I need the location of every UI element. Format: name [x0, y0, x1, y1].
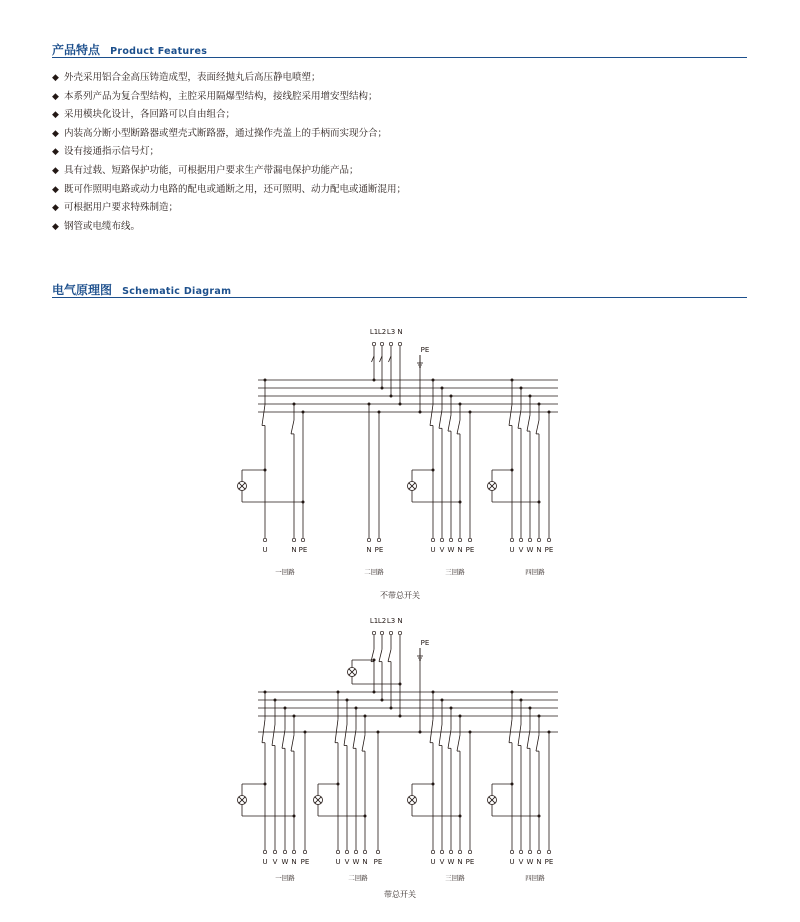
diamond-bullet-icon: ◆	[52, 73, 59, 83]
terminal-circle	[537, 538, 540, 541]
terminal-circle	[292, 538, 295, 541]
terminal-label: U	[262, 546, 268, 554]
terminal-label: N	[291, 546, 297, 554]
terminal-circle	[519, 850, 522, 853]
supply-label: L3	[386, 617, 396, 625]
feature-text: 本系列产品为复合型结构，主腔采用隔爆型结构，接线腔采用增安型结构；	[64, 90, 378, 102]
terminal-label: PE	[544, 546, 554, 554]
junction-dot	[399, 683, 402, 686]
supply-label: N	[397, 328, 403, 336]
feature-text: 设有接通指示信号灯；	[64, 146, 160, 158]
circuit-label: 四回路	[525, 874, 545, 882]
terminal-circle	[283, 850, 286, 853]
supply-label: L2	[377, 617, 387, 625]
terminal-label: PE	[373, 858, 383, 866]
terminal-circle	[380, 342, 383, 345]
terminal-circle	[431, 850, 434, 853]
terminal-circle	[528, 538, 531, 541]
terminal-circle	[431, 538, 434, 541]
diamond-bullet-icon: ◆	[52, 128, 59, 139]
switch-blade	[509, 405, 512, 426]
supply-label: L1	[369, 328, 379, 336]
diamond-bullet-icon: ◆	[52, 110, 59, 121]
terminal-circle	[547, 538, 550, 541]
switch-blade	[439, 410, 442, 429]
diagram-caption: 带总开关	[384, 890, 416, 899]
feature-text: 采用模块化设计，各回路可以自由组合；	[64, 109, 236, 121]
terminal-circle	[468, 538, 471, 541]
switch-blade	[388, 649, 391, 661]
terminal-label: U	[335, 858, 341, 866]
circuit-label: 三回路	[445, 874, 465, 882]
terminal-label: N	[291, 858, 297, 866]
feature-text: 可根据用户要求特殊制造；	[64, 202, 179, 214]
feature-text: 具有过载、短路保护功能，可根据用户要求生产带漏电保护功能产品；	[64, 164, 359, 176]
junction-dot	[419, 731, 422, 734]
terminal-circle	[458, 538, 461, 541]
junction-dot	[364, 815, 367, 818]
terminal-circle	[449, 850, 452, 853]
switch-blade	[527, 730, 530, 749]
terminal-label: W	[352, 858, 360, 866]
circuit-label: 四回路	[525, 568, 545, 576]
switch-blade	[335, 719, 338, 742]
terminal-label: V	[439, 858, 445, 866]
junction-dot	[373, 659, 376, 662]
switch-blade	[509, 719, 512, 742]
feature-text: 外壳采用铝合金高压铸造成型，表面经抛丸后高压静电喷塑；	[64, 72, 321, 83]
terminal-label: U	[509, 546, 515, 554]
pe-label: PE	[420, 639, 430, 647]
terminal-circle	[263, 538, 266, 541]
terminal-label: W	[281, 858, 289, 866]
terminal-label: V	[439, 546, 445, 554]
terminal-label: W	[526, 546, 534, 554]
switch-blade	[262, 719, 265, 742]
terminal-circle	[380, 631, 383, 634]
terminal-circle	[440, 538, 443, 541]
junction-dot	[432, 783, 435, 786]
switch-blade	[282, 730, 285, 749]
terminal-circle	[263, 850, 266, 853]
switch-blade	[527, 415, 530, 431]
switch-blade	[362, 735, 365, 751]
terminal-label: PE	[544, 858, 554, 866]
terminal-label: N	[362, 858, 368, 866]
terminal-label: U	[430, 858, 436, 866]
diamond-bullet-icon: ◆	[52, 221, 59, 232]
circuit-label: 一回路	[275, 568, 295, 576]
switch-blade	[518, 725, 521, 746]
terminal-circle	[510, 850, 513, 853]
terminal-label: V	[272, 858, 278, 866]
terminal-circle	[336, 850, 339, 853]
terminal-label: PE	[465, 546, 475, 554]
terminal-label: N	[536, 858, 542, 866]
circuit-label: 二回路	[348, 874, 368, 882]
terminal-circle	[440, 850, 443, 853]
diamond-bullet-icon: ◆	[52, 91, 59, 102]
feature-text: 钢管或电缆布线。	[64, 220, 141, 232]
switch-blade	[457, 420, 460, 434]
switch-blade	[536, 420, 539, 434]
terminal-circle	[303, 850, 306, 853]
terminal-label: PE	[465, 858, 475, 866]
junction-dot	[459, 815, 462, 818]
terminal-circle	[273, 850, 276, 853]
junction-dot	[337, 783, 340, 786]
pe-label: PE	[420, 346, 430, 354]
terminal-label: V	[518, 858, 524, 866]
terminal-label: N	[457, 546, 463, 554]
terminal-circle	[389, 631, 392, 634]
features-title-cn: 产品特点	[52, 43, 101, 57]
terminal-circle	[376, 850, 379, 853]
diamond-bullet-icon: ◆	[52, 203, 59, 214]
terminal-circle	[398, 631, 401, 634]
terminal-label: W	[447, 546, 455, 554]
terminal-circle	[301, 538, 304, 541]
terminal-label: U	[509, 858, 515, 866]
switch-blade	[272, 725, 275, 746]
switch-blade	[353, 730, 356, 749]
switch-blade	[439, 725, 442, 746]
junction-dot	[419, 411, 422, 414]
terminal-label: PE	[300, 858, 310, 866]
junction-dot	[432, 469, 435, 472]
diagram-caption: 不带总开关	[380, 591, 420, 600]
circuit-label: 一回路	[275, 874, 295, 882]
terminal-circle	[468, 850, 471, 853]
diamond-bullet-icon: ◆	[52, 147, 59, 158]
terminal-circle	[363, 850, 366, 853]
supply-label: L2	[377, 328, 387, 336]
terminal-circle	[345, 850, 348, 853]
schematic-title-en: Schematic Diagram	[122, 286, 232, 297]
junction-dot	[302, 501, 305, 504]
terminal-circle	[372, 631, 375, 634]
junction-dot	[538, 501, 541, 504]
switch-blade	[291, 420, 294, 434]
switch-blade	[518, 410, 521, 429]
terminal-circle	[372, 342, 375, 345]
feature-text: 内装高分断小型断路器或塑壳式断路器，通过操作壳盖上的手柄而实现分合；	[64, 127, 388, 139]
switch-blade	[291, 735, 294, 751]
terminal-circle	[510, 538, 513, 541]
terminal-circle	[458, 850, 461, 853]
terminal-label: N	[536, 546, 542, 554]
terminal-circle	[449, 538, 452, 541]
circuit-label: 二回路	[364, 568, 384, 576]
terminal-label: V	[518, 546, 524, 554]
terminal-circle	[528, 850, 531, 853]
switch-blade	[430, 405, 433, 426]
switch-blade	[344, 725, 347, 746]
terminal-label: N	[366, 546, 372, 554]
junction-dot	[511, 783, 514, 786]
junction-dot	[264, 783, 267, 786]
switch-blade	[457, 735, 460, 751]
supply-label: L3	[386, 328, 396, 336]
terminal-circle	[367, 538, 370, 541]
terminal-circle	[537, 850, 540, 853]
feature-text: 既可作照明电路或动力电路的配电或通断之用，还可照明、动力配电或通断混用；	[64, 183, 407, 195]
switch-blade	[448, 730, 451, 749]
terminal-label: W	[447, 858, 455, 866]
switch-blade	[448, 415, 451, 431]
terminal-label: V	[344, 858, 350, 866]
terminal-circle	[398, 342, 401, 345]
switch-blade	[379, 649, 382, 661]
terminal-circle	[377, 538, 380, 541]
diamond-bullet-icon: ◆	[52, 165, 59, 176]
junction-dot	[293, 815, 296, 818]
terminal-circle	[389, 342, 392, 345]
terminal-label: PE	[298, 546, 308, 554]
supply-label: L1	[369, 617, 379, 625]
junction-dot	[538, 815, 541, 818]
features-title-en: Product Features	[110, 46, 208, 57]
switch-blade	[262, 405, 265, 426]
junction-dot	[459, 501, 462, 504]
circuit-label: 三回路	[445, 568, 465, 576]
terminal-circle	[547, 850, 550, 853]
terminal-label: U	[262, 858, 268, 866]
junction-dot	[511, 469, 514, 472]
terminal-circle	[519, 538, 522, 541]
terminal-circle	[292, 850, 295, 853]
terminal-label: W	[526, 858, 534, 866]
switch-blade	[430, 719, 433, 742]
diamond-bullet-icon: ◆	[52, 184, 59, 195]
terminal-circle	[354, 850, 357, 853]
terminal-label: U	[430, 546, 436, 554]
supply-label: N	[397, 617, 403, 625]
junction-dot	[264, 469, 267, 472]
switch-blade	[536, 735, 539, 751]
terminal-label: N	[457, 858, 463, 866]
schematic-title-cn: 电气原理图	[52, 283, 113, 297]
terminal-label: PE	[374, 546, 384, 554]
